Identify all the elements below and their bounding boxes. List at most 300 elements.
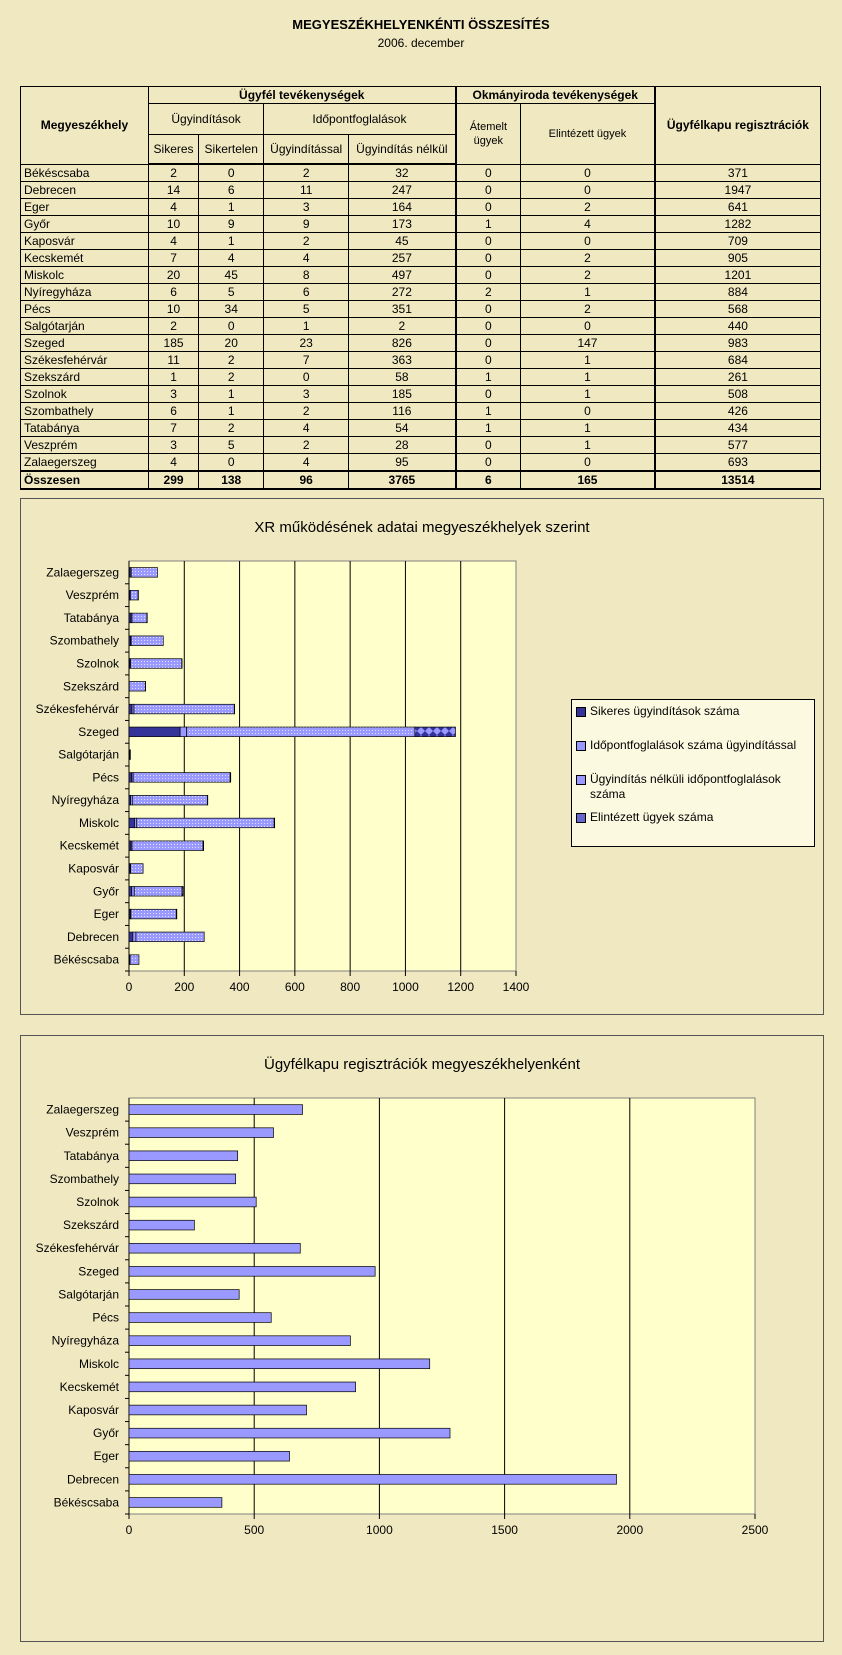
bar-segment — [129, 932, 133, 942]
table-cell: 508 — [655, 386, 821, 403]
table-cell: 2 — [199, 420, 264, 437]
table-cell-city: Miskolc — [21, 267, 149, 284]
table-cell: 577 — [655, 437, 821, 454]
table-cell: 3 — [264, 199, 349, 216]
bar — [129, 1313, 271, 1323]
table-cell: 10 — [148, 301, 198, 318]
bar-segment — [186, 727, 414, 737]
bar-segment — [129, 681, 145, 691]
y-tick-label: Salgótarján — [58, 747, 119, 762]
table-cell: 257 — [349, 250, 456, 267]
y-tick-label: Salgótarján — [58, 1287, 119, 1302]
bar-segment — [130, 750, 131, 760]
bar-segment — [203, 841, 204, 851]
bar — [129, 1382, 356, 1392]
bar-segment — [129, 773, 132, 783]
bar-segment — [131, 636, 163, 646]
table-cell: 272 — [349, 284, 456, 301]
table-cell: 1 — [456, 369, 521, 386]
bar-segment — [131, 659, 182, 669]
y-tick-label: Kaposvár — [68, 1403, 119, 1417]
bar-segment — [129, 727, 180, 737]
legend-item-idopont-ugyinditassal — [576, 738, 808, 753]
table-cell: 1 — [199, 199, 264, 216]
legend-swatch — [576, 775, 586, 785]
table-cell: 826 — [349, 335, 456, 352]
table-cell-city: Veszprém — [21, 437, 149, 454]
y-tick-label: Zalaegerszeg — [46, 565, 119, 580]
table-cell-city: Eger — [21, 199, 149, 216]
y-tick-label: Eger — [93, 907, 119, 922]
table-cell: 1201 — [655, 267, 821, 284]
y-tick-label: Nyíregyháza — [51, 1333, 119, 1348]
table-cell: 2 — [521, 199, 655, 216]
bar-segment — [133, 932, 136, 942]
legend-item-nelkul — [576, 772, 808, 802]
table-cell-city: Pécs — [21, 301, 149, 318]
legend-swatch — [576, 707, 586, 717]
bar — [129, 1243, 300, 1253]
table-cell: 0 — [521, 454, 655, 472]
table-cell: 4 — [148, 454, 198, 472]
table-cell: 0 — [456, 250, 521, 267]
table-cell: 9 — [264, 216, 349, 233]
bar — [129, 1220, 194, 1230]
x-tick-label: 0 — [125, 980, 133, 994]
table-cell: 14 — [148, 182, 198, 199]
table-row — [21, 437, 821, 454]
table-cell: 3 — [148, 437, 198, 454]
bar-segment — [132, 613, 147, 623]
y-tick-label: Szombathely — [49, 1171, 119, 1186]
table-cell: 6 — [264, 284, 349, 301]
table-cell: 0 — [456, 352, 521, 369]
bar — [129, 1151, 238, 1161]
table-cell: 1 — [521, 352, 655, 369]
table-cell: 7 — [148, 420, 198, 437]
y-tick-label: Pécs — [92, 770, 119, 785]
x-tick-label: 2000 — [616, 1523, 644, 1537]
table-cell: 0 — [456, 454, 521, 472]
y-tick-label: Szeged — [78, 724, 119, 739]
table-cell: 4 — [264, 420, 349, 437]
table-cell: 1 — [521, 284, 655, 301]
kapu-chart — [21, 1036, 823, 1641]
table-cell-city: Tatabánya — [21, 420, 149, 437]
table-cell: 45 — [349, 233, 456, 250]
table-cell: 1 — [199, 386, 264, 403]
table-cell: 371 — [655, 164, 821, 182]
table-cell: 95 — [349, 454, 456, 472]
y-tick-label: Kecskemét — [59, 838, 119, 853]
legend-label: Időpontfoglalások száma ügyindítással — [590, 738, 797, 752]
table-cell: 165 — [521, 471, 655, 489]
y-tick-label: Tatabánya — [63, 1148, 119, 1163]
table-cell-city: Zalaegerszeg — [21, 454, 149, 472]
table-cell: 0 — [521, 318, 655, 335]
bar — [129, 1474, 617, 1484]
table-cell: 1 — [264, 318, 349, 335]
y-tick-label: Miskolc — [78, 815, 119, 830]
table-cell: 3 — [264, 386, 349, 403]
table-cell: 2 — [521, 267, 655, 284]
header-city: Megyeszékhely — [21, 87, 149, 165]
table-cell: 20 — [148, 267, 198, 284]
table-cell: 45 — [199, 267, 264, 284]
x-tick-label: 1000 — [366, 1523, 393, 1537]
table-cell: 0 — [199, 454, 264, 472]
table-row — [21, 233, 821, 250]
table-cell: 4 — [521, 216, 655, 233]
bar — [129, 1359, 430, 1369]
table-cell: 173 — [349, 216, 456, 233]
table-cell: 5 — [199, 284, 264, 301]
bar — [129, 1174, 236, 1184]
table-cell-city: Szombathely — [21, 403, 149, 420]
table-cell: 138 — [199, 471, 264, 489]
y-tick-label: Eger — [93, 1449, 119, 1464]
bar-segment — [182, 886, 183, 896]
header-kapu: Ügyfélkapu regisztrációk — [655, 87, 821, 165]
table-cell: 2 — [148, 318, 198, 335]
y-tick-label: Debrecen — [66, 929, 119, 944]
table-cell: 6 — [148, 403, 198, 420]
table-cell: 440 — [655, 318, 821, 335]
table-row — [21, 420, 821, 437]
table-cell: 0 — [456, 267, 521, 284]
table-cell: 5 — [199, 437, 264, 454]
y-tick-label: Szeged — [78, 1264, 119, 1279]
y-tick-label: Székesfehérvár — [35, 1241, 119, 1256]
table-cell: 497 — [349, 267, 456, 284]
table-cell: 58 — [349, 369, 456, 386]
table-cell: 2 — [264, 437, 349, 454]
table-cell: 3 — [148, 386, 198, 403]
table-cell: 1 — [521, 420, 655, 437]
y-tick-label: Zalaegerszeg — [46, 1102, 119, 1117]
table-total-row — [21, 471, 821, 489]
table-cell: 9 — [199, 216, 264, 233]
table-cell: 4 — [264, 250, 349, 267]
bar-segment — [132, 795, 207, 805]
table-cell: 10 — [148, 216, 198, 233]
x-tick-label: 200 — [174, 980, 195, 994]
table-cell: 709 — [655, 233, 821, 250]
table-cell-city: Kecskemét — [21, 250, 149, 267]
table-row — [21, 250, 821, 267]
bar — [129, 1405, 307, 1415]
table-cell: 0 — [456, 199, 521, 216]
x-tick-label: 1000 — [392, 980, 419, 994]
header-nelkul: Ügyindítás nélkül — [349, 135, 456, 165]
y-tick-label: Miskolc — [78, 1356, 119, 1371]
y-tick-label: Szekszárd — [62, 679, 119, 694]
table-cell-city: Kaposvár — [21, 233, 149, 250]
report-title: MEGYESZÉKHELYENKÉNTI ÖSSZESÍTÉS — [292, 17, 550, 32]
table-cell: 568 — [655, 301, 821, 318]
y-tick-label: Veszprém — [65, 588, 119, 603]
table-cell: 693 — [655, 454, 821, 472]
bar-segment — [129, 818, 135, 828]
table-cell-city: Salgótarján — [21, 318, 149, 335]
bar-segment — [132, 841, 203, 851]
table-row — [21, 164, 821, 182]
table-cell: 116 — [349, 403, 456, 420]
table-cell-city: Szekszárd — [21, 369, 149, 386]
y-tick-label: Győr — [92, 1426, 119, 1441]
bar — [129, 1105, 303, 1115]
bar-segment — [130, 590, 138, 600]
table-cell: 2 — [199, 369, 264, 386]
y-tick-label: Nyíregyháza — [51, 793, 119, 808]
legend-label: Ügyindítás nélküli időpontfoglalások száma — [590, 772, 781, 801]
table-cell: 0 — [456, 318, 521, 335]
table-cell: 0 — [521, 403, 655, 420]
x-tick-label: 800 — [340, 980, 361, 994]
table-cell-city: Összesen — [21, 471, 149, 489]
table-cell: 2 — [521, 250, 655, 267]
table-cell: 641 — [655, 199, 821, 216]
bar — [129, 1451, 290, 1461]
y-tick-label: Székesfehérvár — [35, 702, 119, 717]
y-tick-label: Szekszárd — [62, 1218, 119, 1233]
bar — [129, 1290, 239, 1300]
xr-chart-title: XR működésének adatai megyeszékhelyek szerint — [254, 519, 590, 536]
x-tick-label: 1400 — [502, 980, 530, 994]
table-cell: 0 — [456, 233, 521, 250]
y-tick-label: Győr — [92, 884, 119, 899]
x-tick-label: 1200 — [447, 980, 475, 994]
table-cell: 32 — [349, 164, 456, 182]
legend-item-sikeres — [576, 704, 808, 719]
table-cell: 11 — [148, 352, 198, 369]
table-cell: 0 — [199, 164, 264, 182]
xr-chart-panel — [20, 498, 824, 1015]
table-cell: 147 — [521, 335, 655, 352]
table-cell: 0 — [456, 301, 521, 318]
table-cell-city: Győr — [21, 216, 149, 233]
bar — [129, 1128, 273, 1138]
table-cell: 261 — [655, 369, 821, 386]
table-cell: 0 — [456, 437, 521, 454]
legend-swatch — [576, 741, 586, 751]
x-tick-label: 500 — [244, 1523, 265, 1537]
y-tick-label: Pécs — [92, 1310, 119, 1325]
table-row — [21, 335, 821, 352]
y-tick-label: Békéscsaba — [53, 1495, 119, 1510]
header-ugyinditassal: Ügyindítással — [264, 135, 349, 165]
table-cell: 6 — [456, 471, 521, 489]
y-tick-label: Szombathely — [49, 633, 119, 648]
table-cell: 23 — [264, 335, 349, 352]
bar — [129, 1428, 450, 1438]
kapu-chart-title: Ügyfélkapu regisztrációk megyeszékhelyenként — [264, 1056, 580, 1073]
table-cell: 299 — [148, 471, 198, 489]
table-cell: 1 — [456, 403, 521, 420]
table-row — [21, 352, 821, 369]
header-okmany: Okmányiroda tevékenységek — [456, 87, 655, 104]
table-cell-city: Székesfehérvár — [21, 352, 149, 369]
table-row — [21, 403, 821, 420]
table-cell: 884 — [655, 284, 821, 301]
bar-segment — [133, 773, 230, 783]
table-cell: 1 — [199, 403, 264, 420]
table-cell: 6 — [199, 182, 264, 199]
xr-chart-legend — [571, 699, 815, 847]
legend-label: Elintézett ügyek száma — [590, 810, 714, 824]
bar — [129, 1498, 222, 1508]
table-cell: 4 — [148, 233, 198, 250]
table-row — [21, 199, 821, 216]
bar-segment — [134, 886, 182, 896]
table-cell: 34 — [199, 301, 264, 318]
table-row — [21, 301, 821, 318]
summary-table — [20, 86, 821, 490]
bar-segment — [131, 568, 157, 578]
table-cell: 434 — [655, 420, 821, 437]
table-row — [21, 182, 821, 199]
bar-segment — [131, 864, 143, 874]
bar-segment — [230, 773, 231, 783]
table-cell: 983 — [655, 335, 821, 352]
table-cell: 0 — [264, 369, 349, 386]
table-cell: 1947 — [655, 182, 821, 199]
table-cell: 0 — [521, 164, 655, 182]
table-cell: 1 — [456, 420, 521, 437]
table-cell: 0 — [456, 182, 521, 199]
table-row — [21, 216, 821, 233]
x-tick-label: 600 — [284, 980, 305, 994]
table-body — [21, 164, 821, 489]
table-cell: 0 — [456, 386, 521, 403]
bar-segment — [274, 818, 275, 828]
table-cell: 905 — [655, 250, 821, 267]
table-cell-city: Szeged — [21, 335, 149, 352]
table-cell-city: Debrecen — [21, 182, 149, 199]
bar-segment — [132, 886, 134, 896]
plot-area — [129, 561, 516, 971]
table-cell: 2 — [264, 233, 349, 250]
table-cell: 1 — [521, 386, 655, 403]
table-cell: 2 — [199, 352, 264, 369]
table-cell: 8 — [264, 267, 349, 284]
table-cell-city: Nyíregyháza — [21, 284, 149, 301]
header-sikeres: Sikeres — [148, 135, 198, 165]
table-cell: 96 — [264, 471, 349, 489]
table-cell: 5 — [264, 301, 349, 318]
bar-segment — [129, 886, 132, 896]
bar — [129, 1336, 350, 1346]
table-row — [21, 369, 821, 386]
table-cell: 2 — [349, 318, 456, 335]
bar-segment — [176, 909, 177, 919]
bar-segment — [180, 727, 186, 737]
bar-segment — [130, 955, 139, 965]
legend-swatch — [576, 813, 586, 823]
table-cell: 4 — [148, 199, 198, 216]
y-tick-label: Kaposvár — [68, 861, 119, 876]
y-tick-label: Tatabánya — [63, 610, 119, 625]
bar-segment — [134, 704, 234, 714]
table-cell: 684 — [655, 352, 821, 369]
table-cell: 185 — [148, 335, 198, 352]
bar — [129, 1197, 256, 1207]
bar-segment — [129, 704, 132, 714]
bar-segment — [131, 909, 176, 919]
y-tick-label: Kecskemét — [59, 1379, 119, 1394]
header-ugyinditasok: Ügyindítások — [148, 104, 263, 135]
table-cell: 1 — [148, 369, 198, 386]
table-cell: 351 — [349, 301, 456, 318]
table-cell: 7 — [148, 250, 198, 267]
table-cell: 0 — [199, 318, 264, 335]
table-cell: 0 — [521, 182, 655, 199]
table-row — [21, 386, 821, 403]
table-cell: 247 — [349, 182, 456, 199]
table-cell: 0 — [456, 335, 521, 352]
table-row — [21, 267, 821, 284]
report-subtitle: 2006. december — [377, 36, 465, 50]
table-cell: 426 — [655, 403, 821, 420]
bar — [129, 1266, 375, 1276]
bar-segment — [415, 727, 456, 737]
header-sikertelen: Sikertelen — [199, 135, 264, 165]
header-elintezett: Elintézett ügyek — [521, 104, 655, 165]
y-tick-label: Szolnok — [76, 1195, 119, 1209]
table-cell: 1 — [456, 216, 521, 233]
table-cell: 6 — [148, 284, 198, 301]
table-cell: 4 — [199, 250, 264, 267]
y-tick-label: Békéscsaba — [53, 952, 119, 967]
table-cell: 185 — [349, 386, 456, 403]
table-cell: 0 — [456, 164, 521, 182]
table-cell: 4 — [264, 454, 349, 472]
y-tick-label: Debrecen — [66, 1472, 119, 1487]
bar-segment — [137, 818, 274, 828]
kapu-chart-panel — [20, 1035, 824, 1642]
table-cell: 20 — [199, 335, 264, 352]
header-idopont: Időpontfoglalások — [264, 104, 456, 135]
table-cell: 1282 — [655, 216, 821, 233]
x-tick-label: 0 — [125, 1523, 133, 1537]
table-cell: 7 — [264, 352, 349, 369]
x-tick-label: 1500 — [491, 1523, 518, 1537]
table-cell: 3765 — [349, 471, 456, 489]
table-cell: 54 — [349, 420, 456, 437]
header-atemelt: Átemelt ügyek — [456, 104, 521, 165]
table-cell-city: Békéscsaba — [21, 164, 149, 182]
table-cell: 11 — [264, 182, 349, 199]
table-cell: 28 — [349, 437, 456, 454]
table-cell: 1 — [521, 437, 655, 454]
legend-label: Sikeres ügyindítások száma — [590, 704, 740, 718]
legend-item-elintezett — [576, 810, 808, 825]
table-row — [21, 318, 821, 335]
table-cell: 2 — [264, 403, 349, 420]
table-cell: 2 — [521, 301, 655, 318]
header-ugyfel: Ügyfél tevékenységek — [148, 87, 455, 104]
y-tick-label: Veszprém — [65, 1125, 119, 1140]
x-tick-label: 400 — [229, 980, 250, 994]
table-cell: 363 — [349, 352, 456, 369]
table-cell-city: Szolnok — [21, 386, 149, 403]
y-tick-label: Szolnok — [76, 656, 119, 671]
table-cell: 13514 — [655, 471, 821, 489]
table-cell: 0 — [521, 233, 655, 250]
table-cell: 1 — [199, 233, 264, 250]
table-cell: 2 — [148, 164, 198, 182]
table-row — [21, 454, 821, 472]
